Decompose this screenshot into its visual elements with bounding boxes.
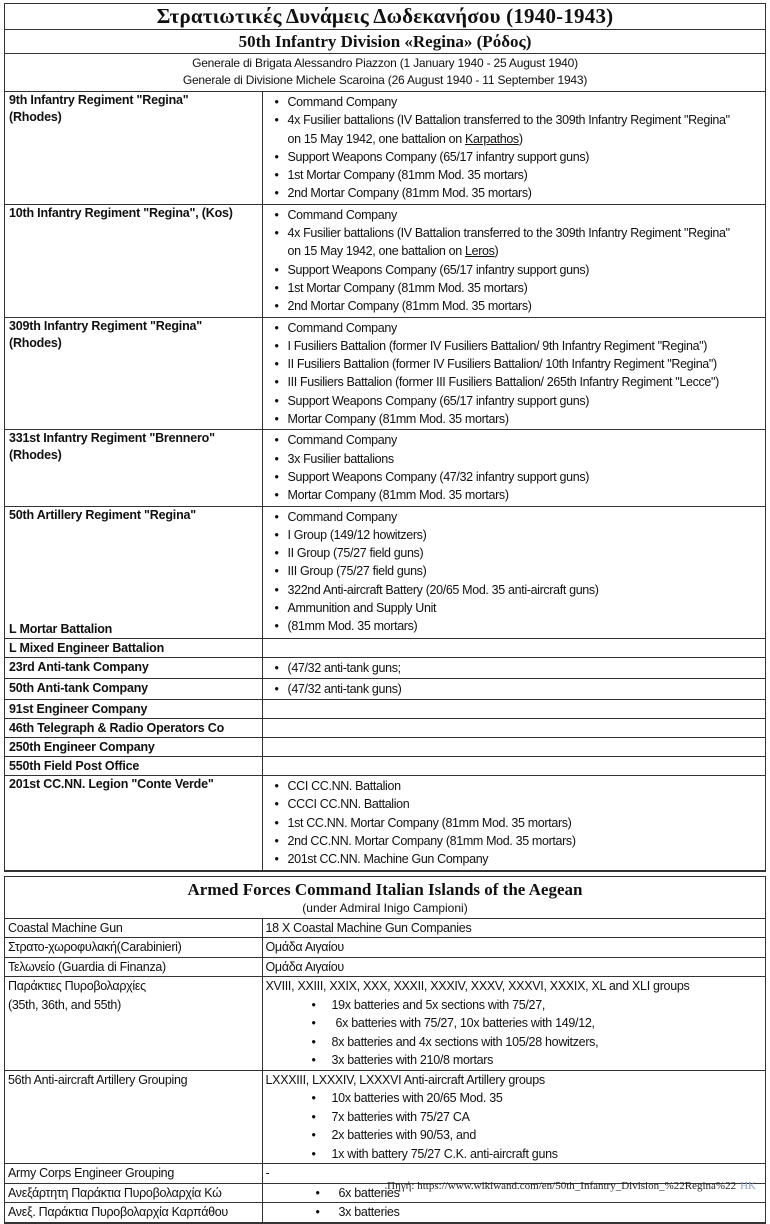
- row-label: Coastal Machine Gun: [5, 919, 262, 938]
- division-title: 50th Infantry Division «Regina» (Ρόδος): [5, 30, 765, 54]
- list-item: • Support Weapons Company (47/32 infantry support guns): [275, 468, 766, 486]
- list-item: • 7x batteries with 75/27 CA: [312, 1108, 763, 1127]
- unit-row: [5, 657, 765, 678]
- unit-row: [5, 776, 765, 870]
- list-item: • Support Weapons Company (65/17 infantry support guns): [275, 392, 766, 410]
- unit-row: [5, 204, 765, 317]
- commander-line: Generale di Divisione Michele Scaroina (26 August 1940 - 11 September 1943): [182, 73, 588, 87]
- afc-subtitle: (under Admiral Inigo Campioni): [5, 901, 765, 919]
- unit-name: [5, 318, 262, 352]
- list-item: • Mortar Company (81mm Mod. 35 mortars): [275, 410, 766, 428]
- row-value: 18 X Coastal Machine Gun Companies: [262, 919, 765, 938]
- list-item: • I Group (149/12 howitzers): [275, 526, 766, 544]
- row-bullets: [266, 1089, 763, 1163]
- afc-title: Armed Forces Command Italian Islands of the Aegean: [187, 879, 583, 899]
- row-bullets: [266, 996, 763, 1070]
- list-item: • Ammunition and Supply Unit: [275, 599, 766, 617]
- unit-row: [5, 92, 765, 204]
- unit-name: [5, 430, 262, 464]
- source-note: [387, 1180, 756, 1192]
- unit-row: [5, 700, 765, 719]
- row-label: 56th Anti-aircraft Artillery Grouping: [5, 1070, 262, 1164]
- list-item: • CCI CC.NN. Battalion: [275, 777, 766, 795]
- island-link: Karpathos: [464, 131, 519, 146]
- unit-name-text: 331st Infantry Regiment "Brennero": [9, 431, 215, 446]
- unit-row: [5, 757, 765, 776]
- unit-name-text: 50th Artillery Regiment "Regina": [9, 507, 196, 522]
- list-item: • Mortar Company (81mm Mod. 35 mortars): [275, 486, 766, 504]
- list-item: • Support Weapons Company (65/17 infantry support guns): [275, 148, 766, 166]
- list-item: • III Fusiliers Battalion (former III Fusiliers Battalion/ 265th Infantry Regiment "Lecce"): [275, 373, 766, 391]
- list-item: • 10x batteries with 20/65 Mod. 35: [312, 1089, 763, 1108]
- unit-items: [263, 507, 766, 637]
- list-item: • 2nd CC.NN. Mortar Company (81mm Mod. 35 mortars): [275, 832, 766, 850]
- unit-row: [5, 678, 765, 699]
- row-bullets: [266, 1203, 763, 1222]
- list-item: • 6x batteries with 75/27, 10x batteries with 149/12,: [312, 1014, 763, 1033]
- unit-location: (Rhodes): [9, 110, 62, 124]
- row-label: [5, 977, 262, 1071]
- unit-row: [5, 719, 765, 738]
- list-item: • 4x Fusilier battalions (IV Battalion transferred to the 309th Infantry Regiment "Regina": [275, 224, 766, 242]
- unit-name-text: 23rd Anti-tank Company: [9, 659, 149, 674]
- list-item: • 6x batteries: [316, 1184, 763, 1203]
- list-item: • 3x batteries: [316, 1203, 763, 1222]
- unit-items: [263, 318, 766, 430]
- table-row: [5, 1070, 765, 1164]
- unit-name-text: 550th Field Post Office: [9, 759, 140, 774]
- row-value-text: LXXXIII, LXXXIV, LXXXVI Anti-aircraft Artillery groups: [265, 1072, 545, 1087]
- row-value: [262, 1070, 765, 1164]
- unit-name-text: 10th Infantry Regiment "Regina", (Kos): [9, 205, 233, 220]
- continuation-text: on 15 May 1942, one battalion on Leros): [287, 244, 499, 259]
- unit-name-text: L Mortar Battalion: [9, 621, 113, 636]
- division-frame: [4, 3, 766, 872]
- source-text: Πηγή: https://www.wikiwand.com/en/50th_Infantry_Division_%22Regina%22: [387, 1180, 737, 1192]
- units-table: [5, 92, 765, 871]
- list-item: • (47/32 anti-tank guns): [275, 680, 766, 698]
- row-label: Ανεξ. Παράκτια Πυροβολαρχία Καρπάθου: [5, 1203, 262, 1223]
- list-item: • Command Company: [275, 206, 766, 224]
- unit-items: [263, 776, 766, 869]
- list-item: • CCCI CC.NN. Battalion: [275, 795, 766, 813]
- unit-name-text: 309th Infantry Regiment "Regina": [9, 318, 202, 333]
- row-label-text: (35th, 36th, and 55th): [8, 997, 121, 1012]
- list-item: • (47/32 anti-tank guns;: [275, 659, 766, 677]
- continuation-text: on 15 May 1942, one battalion on Karpathos): [287, 131, 523, 146]
- table-row: [5, 919, 765, 938]
- unit-row: [5, 738, 765, 757]
- unit-name: [5, 205, 262, 222]
- unit-name-text: 50th Anti-tank Company: [9, 680, 148, 695]
- row-label: Army Corps Engineer Grouping: [5, 1164, 262, 1184]
- unit-name-text: 9th Infantry Regiment "Regina": [9, 93, 189, 107]
- unit-name: [5, 507, 262, 638]
- list-item: • 2nd Mortar Company (81mm Mod. 35 mortars): [275, 297, 766, 315]
- list-item: • 1st Mortar Company (81mm Mod. 35 mortars): [275, 279, 766, 297]
- row-value: [262, 1203, 765, 1223]
- author-mark: HK: [740, 1180, 756, 1192]
- unit-items: [263, 430, 766, 505]
- row-value: Ομάδα Αιγαίου: [262, 957, 765, 977]
- list-item: • III Group (75/27 field guns): [275, 562, 766, 580]
- unit-row: [5, 317, 765, 430]
- list-item: • 8x batteries and 4x sections with 105/28 howitzers,: [312, 1033, 763, 1052]
- afc-table: [5, 919, 765, 1223]
- list-item: • 19x batteries and 5x sections with 75/27,: [312, 996, 763, 1015]
- unit-items: [263, 92, 766, 204]
- list-item: • II Group (75/27 field guns): [275, 544, 766, 562]
- commander-line: Generale di Brigata Alessandro Piazzon (1 January 1940 - 25 August 1940): [192, 56, 578, 70]
- list-item: • I Fusiliers Battalion (former IV Fusiliers Battalion/ 9th Infantry Regiment "Regina"): [275, 337, 766, 355]
- division-commanders: [5, 54, 765, 92]
- table-row: [5, 1203, 765, 1223]
- list-item: • Command Company: [275, 319, 766, 337]
- row-value: -: [262, 1164, 765, 1184]
- island-link: Leros: [464, 244, 495, 259]
- row-label-text: Παράκτιες Πυροβολαρχίες: [8, 979, 146, 994]
- list-item-continuation: [275, 130, 766, 148]
- list-item: • 3x batteries with 210/8 mortars: [312, 1051, 763, 1070]
- unit-name-text: 250th Engineer Company: [9, 740, 155, 755]
- row-label: Στρατο-χωροφυλακή(Carabinieri): [5, 938, 262, 958]
- list-item: • Command Company: [275, 431, 766, 449]
- list-item: • 201st CC.NN. Machine Gun Company: [275, 850, 766, 868]
- table-row: [5, 938, 765, 958]
- page-title: Στρατιωτικές Δυνάμεις Δωδεκανήσου (1940-1943): [5, 4, 765, 30]
- unit-items: [263, 205, 766, 317]
- list-item: • Command Company: [275, 93, 766, 111]
- list-item: • 1st Mortar Company (81mm Mod. 35 mortars): [275, 166, 766, 184]
- row-value: [262, 977, 765, 1071]
- unit-row: [5, 638, 765, 657]
- unit-row: [5, 430, 765, 506]
- unit-name-text: 91st Engineer Company: [9, 702, 148, 717]
- afc-frame: [4, 876, 766, 1224]
- list-item: • 1x with battery 75/27 C.K. anti-aircraft guns: [312, 1145, 763, 1164]
- row-value-text: XVIII, XXIII, XXIX, XXX, XXXII, XXXIV, XXXV, XXXVI, XXXIX, XL and XLI groups: [265, 979, 690, 994]
- unit-location: (Rhodes): [9, 448, 62, 463]
- list-item: • (81mm Mod. 35 mortars): [275, 617, 766, 635]
- unit-name-text: 46th Telegraph & Radio Operators Co: [9, 721, 225, 736]
- unit-name-text: 201st CC.NN. Legion "Conte Verde": [9, 777, 214, 792]
- table-row: [5, 957, 765, 977]
- list-item: • 1st CC.NN. Mortar Company (81mm Mod. 35 mortars): [275, 814, 766, 832]
- unit-items: [263, 679, 766, 699]
- unit-location: (Rhodes): [9, 335, 62, 350]
- list-item: • II Fusiliers Battalion (former IV Fusiliers Battalion/ 10th Infantry Regiment "Regina"): [275, 355, 766, 373]
- list-item: • 2nd Mortar Company (81mm Mod. 35 mortars): [275, 184, 766, 202]
- list-item: • 4x Fusilier battalions (IV Battalion transferred to the 309th Infantry Regiment "Regina": [275, 111, 766, 129]
- unit-items: [263, 658, 766, 678]
- unit-row: [5, 506, 765, 638]
- unit-name: [5, 92, 262, 126]
- row-value: Ομάδα Αιγαίου: [262, 938, 765, 958]
- list-item: • 3x Fusilier battalions: [275, 450, 766, 468]
- list-item: • Command Company: [275, 508, 766, 526]
- list-item: • Support Weapons Company (65/17 infantry support guns): [275, 261, 766, 279]
- unit-name-text: L Mixed Engineer Battalion: [9, 640, 165, 655]
- list-item: • 2x batteries with 90/53, and: [312, 1126, 763, 1145]
- row-label: Ανεξάρτητη Παράκτια Πυροβολαρχία Κώ: [5, 1183, 262, 1203]
- list-item: • 322nd Anti-aircraft Battery (20/65 Mod. 35 anti-aircraft guns): [275, 581, 766, 599]
- list-item-continuation: [275, 242, 766, 260]
- document-page: [4, 3, 766, 1224]
- table-row: [5, 977, 765, 1071]
- row-label: Τελωνείο (Guardia di Finanza): [5, 957, 262, 977]
